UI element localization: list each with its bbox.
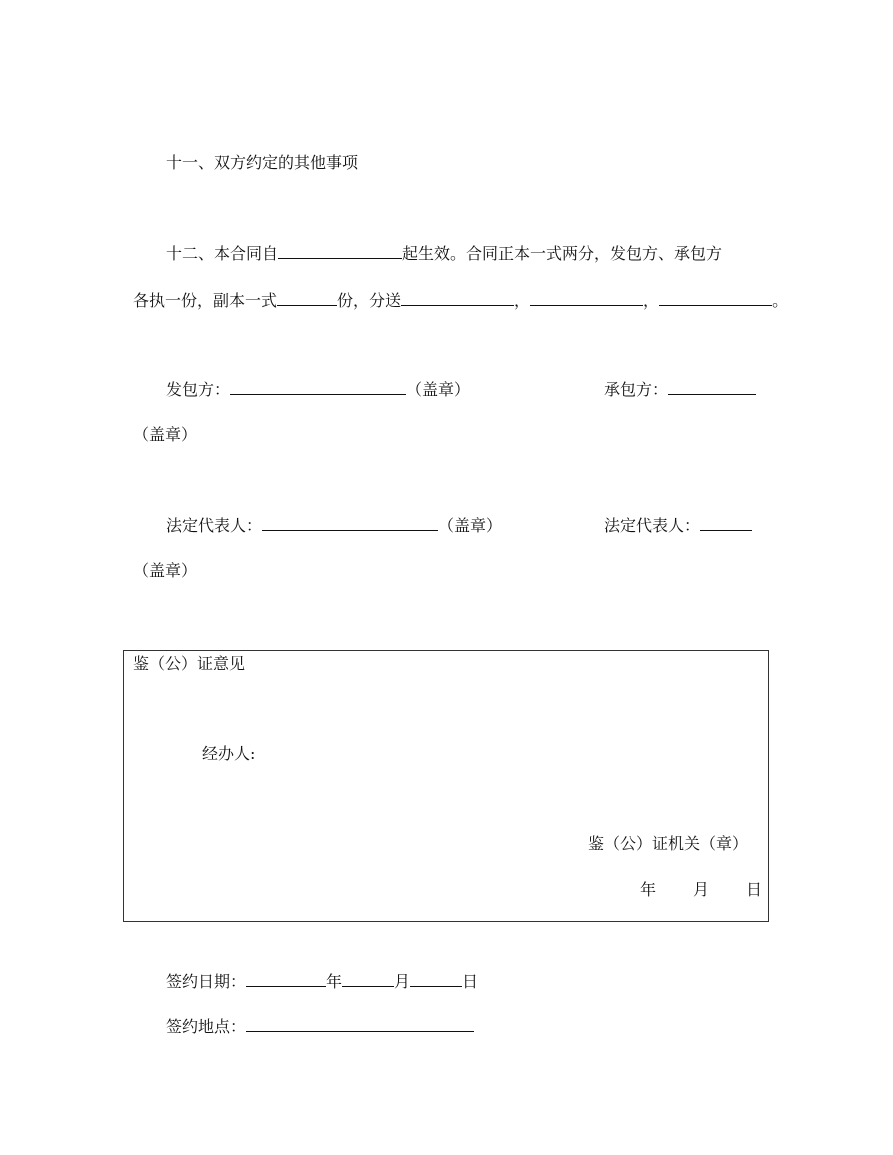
clause-12-effective-prefix: 十二、本合同自	[166, 244, 279, 263]
employer-rep-line	[166, 514, 502, 537]
signing-month-blank[interactable]	[342, 970, 394, 987]
employer-rep-label: 法定代表人：	[166, 516, 263, 535]
effective-date-blank[interactable]	[278, 242, 402, 259]
notary-month: 月	[693, 880, 710, 899]
signing-date-label: 签约日期：	[166, 972, 247, 991]
recipient-3-blank[interactable]	[659, 289, 772, 306]
clause-12-line-2	[133, 289, 788, 312]
signing-place-label: 签约地点：	[166, 1017, 247, 1036]
recipient-1-blank[interactable]	[401, 289, 514, 306]
recipient-2-blank[interactable]	[530, 289, 643, 306]
signing-year-unit: 年	[326, 972, 343, 991]
contractor-rep-seal: （盖章）	[133, 561, 198, 580]
comma-1: ，	[514, 291, 531, 310]
employer-rep-blank[interactable]	[262, 514, 438, 531]
notary-authority-seal: 鉴（公）证机关（章）	[588, 834, 749, 853]
clause-12-copies-prefix: 各执一份，副本一式	[133, 291, 278, 310]
copies-count-blank[interactable]	[277, 289, 337, 306]
notary-opinion-box	[123, 650, 769, 922]
clause-12-period: 。	[772, 291, 789, 310]
notary-date	[640, 879, 762, 901]
contractor-rep-blank[interactable]	[700, 514, 752, 531]
contractor-rep-line	[604, 514, 752, 537]
contractor-name-blank[interactable]	[668, 378, 756, 395]
comma-2: ，	[643, 291, 660, 310]
signing-place-blank[interactable]	[246, 1015, 474, 1032]
contractor-seal: （盖章）	[133, 425, 198, 444]
contractor-rep-label: 法定代表人：	[604, 516, 701, 535]
employer-name-blank[interactable]	[230, 378, 406, 395]
notary-day: 日	[746, 880, 763, 899]
clause-12-distribute-label: 份，分送	[337, 291, 402, 310]
clause-12-effective-suffix: 起生效。合同正本一式两分，发包方、承包方	[402, 244, 723, 263]
contractor-line	[604, 378, 756, 401]
clause-12-line-1	[166, 242, 722, 265]
signing-day-unit: 日	[462, 972, 479, 991]
notary-handler-label: 经办人:	[202, 744, 256, 763]
signing-day-blank[interactable]	[410, 970, 462, 987]
signing-place-line	[166, 1015, 474, 1038]
notary-year: 年	[640, 880, 657, 899]
notary-opinion-title: 鉴（公）证意见	[133, 654, 246, 673]
signing-date-line	[166, 970, 478, 993]
employer-rep-seal: （盖章）	[438, 516, 503, 535]
signing-year-blank[interactable]	[246, 970, 326, 987]
employer-label: 发包方：	[166, 380, 231, 399]
signing-month-unit: 月	[394, 972, 411, 991]
clause-11: 十一、双方约定的其他事项	[166, 153, 359, 172]
employer-seal: （盖章）	[406, 380, 471, 399]
employer-line	[166, 378, 470, 401]
contractor-label: 承包方：	[604, 380, 669, 399]
